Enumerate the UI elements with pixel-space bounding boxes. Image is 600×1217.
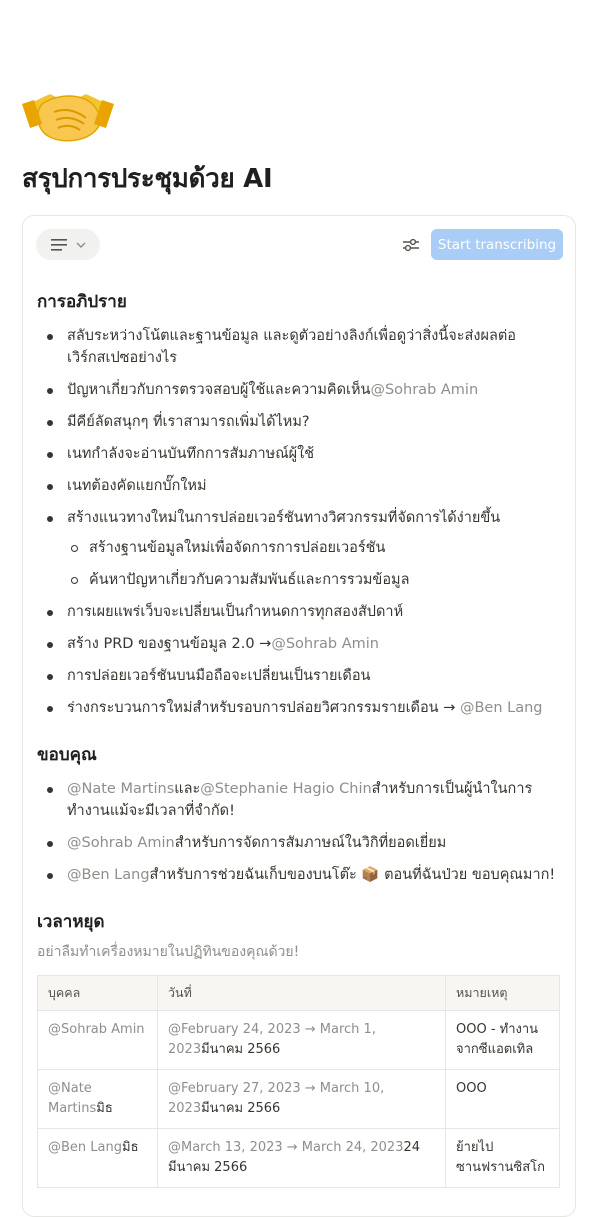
- column-header[interactable]: วันที่: [158, 976, 446, 1011]
- list-item: เนทต้องคัดแยกบั๊กใหม่: [37, 475, 567, 497]
- note-cell[interactable]: ย้ายไปซานฟรานซิสโก: [446, 1129, 560, 1188]
- user-mention[interactable]: @Sohrab Amin: [271, 636, 380, 652]
- view-format-dropdown[interactable]: [36, 229, 100, 260]
- list-item: สร้าง PRD ของฐานข้อมูล 2.0 →@Sohrab Amin: [37, 633, 567, 655]
- text-lines-icon: [50, 238, 68, 252]
- list-item: @Nate Martinsและ@Stephanie Hagio Chinสำหรับการเป็นผู้นำในการทำงานแม้จะมีเวลาที่จำกัด!: [37, 778, 567, 822]
- column-header[interactable]: บุคคล: [38, 976, 158, 1011]
- meeting-notes-block: [22, 215, 576, 1217]
- list-item: @Sohrab Aminสำหรับการจัดการสัมภาษณ์ในวิกิที่ยอดเยี่ยม: [37, 832, 567, 854]
- dates-cell[interactable]: @February 27, 2023 → March 10, 2023มีนาคม 2566: [158, 1070, 446, 1129]
- user-mention[interactable]: @Ben Lang: [459, 700, 543, 716]
- chevron-down-icon: [76, 241, 86, 249]
- table-row: [38, 1070, 560, 1129]
- sliders-settings-icon[interactable]: [400, 234, 422, 256]
- block-toolbar: [23, 216, 575, 274]
- list-item: การเผยแพร่เว็บจะเปลี่ยนเป็นกำหนดการทุกสองสัปดาห์: [37, 601, 567, 623]
- list-item: เนทกำลังจะอ่านบันทึกการสัมภาษณ์ผู้ใช้: [37, 443, 567, 465]
- list-item: @Ben Langสำหรับการช่วยฉันเก็บของบนโต๊ะ 📦 ตอนที่ฉันป่วย ขอบคุณมาก!: [37, 864, 567, 886]
- note-cell[interactable]: OOO: [446, 1070, 560, 1129]
- user-mention[interactable]: @Sohrab Amin: [370, 382, 479, 398]
- column-header[interactable]: หมายเหตุ: [446, 976, 560, 1011]
- person-cell[interactable]: @Ben Langมิธ: [38, 1129, 158, 1188]
- timeoff-subtitle: อย่าลืมทำเครื่องหมายในปฏิทินของคุณด้วย!: [37, 944, 300, 960]
- list-item: ปัญหาเกี่ยวกับการตรวจสอบผู้ใช้และความคิดเห็น@Sohrab Amin: [37, 379, 567, 401]
- start-transcribing-button[interactable]: Start transcribing: [431, 229, 563, 260]
- user-mention[interactable]: @Sohrab Amin: [67, 835, 175, 851]
- user-mention[interactable]: @Stephanie Hagio Chin: [200, 781, 372, 797]
- table-header-row: [38, 976, 560, 1011]
- user-mention[interactable]: @Nate Martins: [67, 781, 175, 797]
- notes-content: [37, 288, 567, 1188]
- thanks-list: [37, 778, 567, 886]
- timeoff-table: [37, 975, 560, 1188]
- list-item: ร่างกระบวนการใหม่สำหรับรอบการปล่อยวิศวกรรมรายเดือน → @Ben Lang: [37, 697, 567, 719]
- table-row: [38, 1129, 560, 1188]
- person-cell[interactable]: @Nate Martinsมิธ: [38, 1070, 158, 1129]
- dates-cell[interactable]: @February 24, 2023 → March 1, 2023มีนาคม 2566: [158, 1011, 446, 1070]
- thanks-heading: ขอบคุณ: [37, 745, 97, 765]
- note-cell[interactable]: OOO - ทำงานจากซีแอตเทิล: [446, 1011, 560, 1070]
- handshake-emoji-icon: [20, 84, 116, 148]
- sub-list-item: ค้นหาปัญหาเกี่ยวกับความสัมพันธ์และการรวมข้อมูล: [67, 569, 567, 591]
- table-row: [38, 1011, 560, 1070]
- list-item: สลับระหว่างโน้ตและฐานข้อมูล และดูตัวอย่างลิงก์เพื่อดูว่าสิ่งนี้จะส่งผลต่อเวิร์กสเปซอย่างไร: [37, 325, 567, 369]
- timeoff-heading: เวลาหยุด: [37, 912, 105, 932]
- list-item: มีคีย์ลัดสนุกๆ ที่เราสามารถเพิ่มได้ไหม?: [37, 411, 567, 433]
- sub-list: [67, 537, 567, 591]
- list-item: สร้างแนวทางใหม่ในการปล่อยเวอร์ชันทางวิศวกรรมที่จัดการได้ง่ายขึ้น สร้างฐานข้อมูลใหม่เพื่อจัดการการปล่อยเวอร์ชัน ค้นหาปัญหาเกี่ยวกับความสัมพันธ์และการรวมข้อมูล: [37, 507, 567, 591]
- discussion-list: [37, 325, 567, 719]
- list-item: การปล่อยเวอร์ชันบนมือถือจะเปลี่ยนเป็นรายเดือน: [37, 665, 567, 687]
- page-title: สรุปการประชุมด้วย AI: [22, 164, 273, 194]
- sub-list-item: สร้างฐานข้อมูลใหม่เพื่อจัดการการปล่อยเวอร์ชัน: [67, 537, 567, 559]
- discussion-heading: การอภิปราย: [37, 292, 127, 312]
- user-mention[interactable]: @Ben Lang: [67, 867, 150, 883]
- person-cell[interactable]: @Sohrab Amin: [38, 1011, 158, 1070]
- dates-cell[interactable]: @March 13, 2023 → March 24, 202324 มีนาคม 2566: [158, 1129, 446, 1188]
